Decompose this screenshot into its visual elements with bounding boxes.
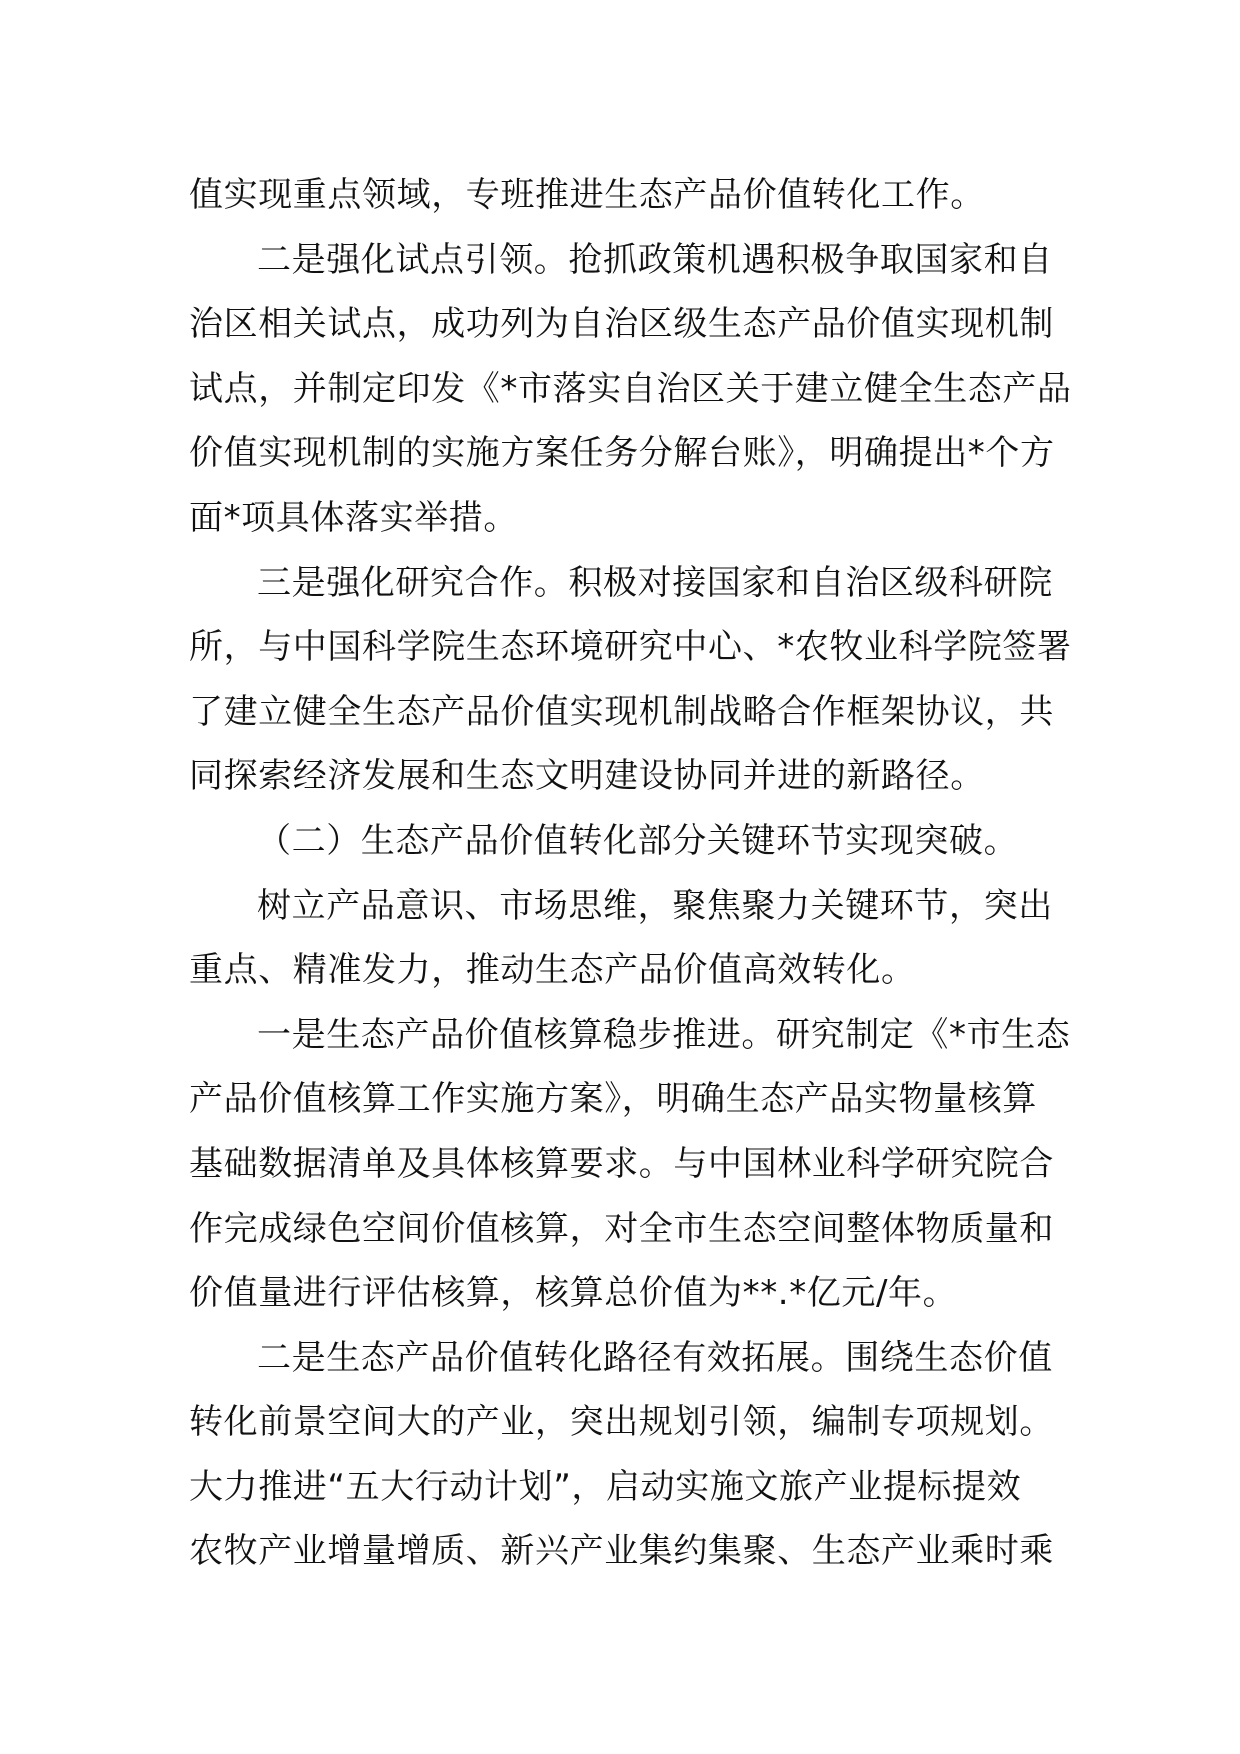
text-line: 作完成绿色空间价值核算，对全市生态空间整体物质量和: [189, 1208, 1054, 1249]
text-line: 大力推进“五大行动计划”，启动实施文旅产业提标提效: [189, 1466, 1022, 1507]
document-body: [189, 163, 1072, 1584]
text-line: 同探索经济发展和生态文明建设协同并进的新路径。: [189, 756, 985, 797]
text-line: 三是强化研究合作。积极对接国家和自治区级科研院: [257, 562, 1053, 603]
text-line: 值实现重点领域，专班推进生态产品价值转化工作。: [189, 175, 985, 215]
text-line: 二是生态产品价值转化路径有效拓展。围绕生态价值: [257, 1337, 1053, 1378]
text-line: 价值量进行评估核算，核算总价值为**.*亿元/年。: [189, 1273, 958, 1314]
text-line: 了建立健全生态产品价值实现机制战略合作框架协议，共: [189, 691, 1054, 732]
text-line: 农牧产业增量增质、新兴产业集约集聚、生态产业乘时乘: [189, 1531, 1054, 1572]
text-line: 树立产品意识、市场思维，聚焦聚力关键环节，突出: [257, 885, 1053, 926]
text-line: 一是生态产品价值核算稳步推进。研究制定《*市生态: [257, 1014, 1071, 1055]
text-line: 面*项具体落实举措。: [189, 497, 518, 538]
text-line: 转化前景空间大的产业，突出规划引领，编制专项规划。: [189, 1402, 1054, 1443]
text-line: 所，与中国科学院生态环境研究中心、*农牧业科学院签署: [189, 627, 1072, 668]
text-line: 产品价值核算工作实施方案》，明确生态产品实物量核算: [189, 1079, 1037, 1120]
section-heading: （二）生态产品价值转化部分关键环节实现突破。: [257, 820, 1019, 861]
text-line: 试点，并制定印发《*市落实自治区关于建立健全生态产品: [189, 368, 1072, 409]
text-line: 治区相关试点，成功列为自治区级生态产品价值实现机制: [189, 304, 1054, 345]
text-line: 二是强化试点引领。抢抓政策机遇积极争取国家和自: [257, 239, 1053, 280]
text-line: 价值实现机制的实施方案任务分解台账》，明确提出*个方: [189, 433, 1055, 474]
text-line: 基础数据清单及具体核算要求。与中国林业科学研究院合: [189, 1143, 1054, 1184]
text-line: 重点、精准发力，推动生态产品价值高效转化。: [189, 950, 916, 991]
